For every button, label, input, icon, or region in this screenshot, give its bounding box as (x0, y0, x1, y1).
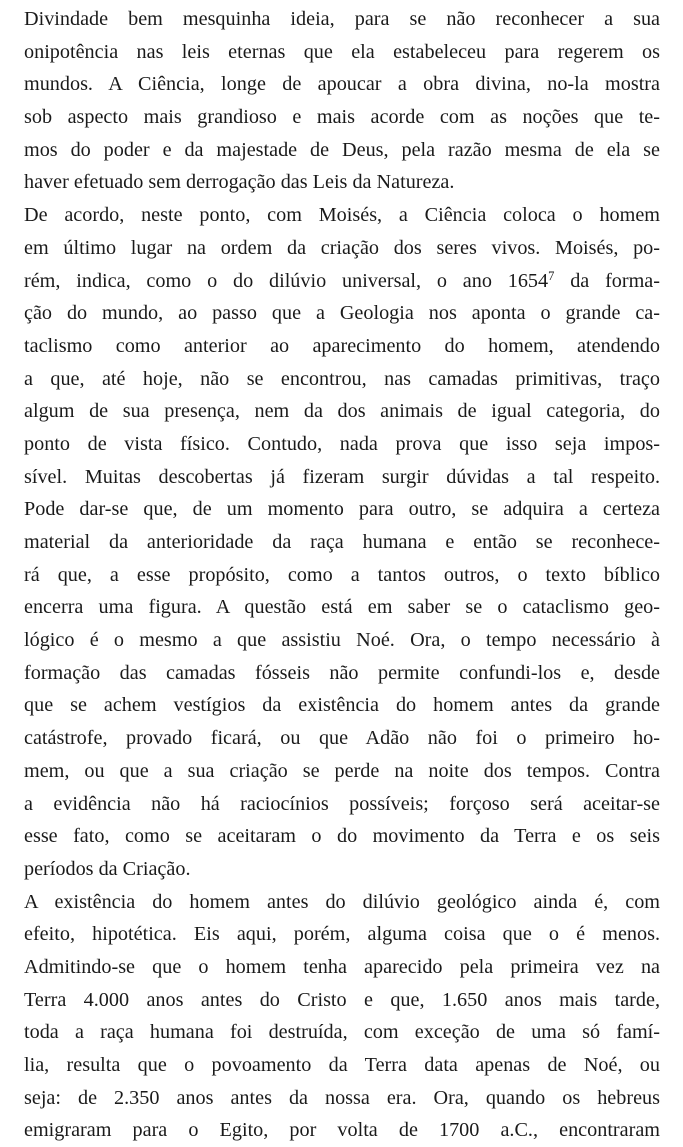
text-line: mem, ou que a sua criação se perde na noite dos tempos. Contra (24, 759, 660, 782)
text-line: períodos da Criação. (24, 857, 191, 880)
text-line: encerra uma figura. A questão está em saber se o cataclismo geo- (24, 596, 660, 619)
text-line: em último lugar na ordem da criação dos seres vivos. Moisés, po- (24, 236, 660, 259)
text-line: mundos. A Ciência, longe de apoucar a obra divina, no-la mostra (24, 73, 660, 96)
document-page (24, 3, 660, 1147)
text-line: mos do poder e da majestade de Deus, pela razão mesma de ela se (24, 138, 660, 161)
text-line: De acordo, neste ponto, com Moisés, a Ciência coloca o homem (24, 204, 660, 227)
text-line: Pode dar-se que, de um momento para outro, se adquira a certeza (24, 498, 660, 521)
footnote-marker[interactable]: 7 (548, 268, 555, 283)
text-line: haver efetuado sem derrogação das Leis da Natureza. (24, 171, 455, 194)
text-line: algum de sua presença, nem da dos animais de igual categoria, do (24, 400, 660, 423)
text-line: lógico é o mesmo a que assistiu Noé. Ora, o tempo necessário à (24, 629, 660, 652)
text-line: formação das camadas fósseis não permite confundi-los e, desde (24, 661, 660, 684)
text-line: sob aspecto mais grandioso e mais acorde com as noções que te- (24, 106, 660, 129)
text-line: material da anterioridade da raça humana e então se reconhece- (24, 531, 660, 553)
text-line: taclismo como anterior ao aparecimento do homem, atendendo (24, 334, 660, 357)
text-line: lia, resulta que o povoamento da Terra data apenas de Noé, ou (24, 1054, 660, 1076)
text-line: Divindade bem mesquinha ideia, para se não reconhecer a sua (24, 8, 660, 30)
text-line: catástrofe, provado ficará, ou que Adão não foi o primeiro ho- (24, 727, 660, 750)
text-line: ção do mundo, ao passo que a Geologia nos aponta o grande ca- (24, 302, 660, 325)
text-line-with-footnote (24, 265, 660, 298)
text-line: rá que, a esse propósito, como a tantos outros, o texto bíblico (24, 563, 660, 586)
text-line: sível. Muitas descobertas já fizeram surgir dúvidas a tal respeito. (24, 465, 660, 488)
text-segment: da forma- (554, 269, 660, 292)
text-line: a que, até hoje, não se encontrou, nas camadas primitivas, traço (24, 367, 660, 390)
text-line: efeito, hipotética. Eis aqui, porém, alguma coisa que o é menos. (24, 923, 660, 946)
text-line: Terra 4.000 anos antes do Cristo e que, 1.650 anos mais tarde, (24, 988, 660, 1011)
text-line: que se achem vestígios da existência do homem antes da grande (24, 694, 660, 717)
text-line: onipotência nas leis eternas que ela estabeleceu para regerem os (24, 40, 660, 63)
text-line: emigraram para o Egito, por volta de 1700 a.C., encontraram (24, 1119, 660, 1142)
text-line: A existência do homem antes do dilúvio geológico ainda é, com (24, 890, 660, 913)
text-line: seja: de 2.350 anos antes da nossa era. Ora, quando os hebreus (24, 1086, 660, 1109)
text-line: esse fato, como se aceitaram o do movimento da Terra e os seis (24, 825, 660, 848)
text-segment: rém, indica, como o do dilúvio universal, o ano 1654 (24, 269, 549, 292)
text-line: toda a raça humana foi destruída, com exceção de uma só famí- (24, 1021, 660, 1044)
text-line: Admitindo-se que o homem tenha aparecido pela primeira vez na (24, 955, 660, 978)
text-line: a evidência não há raciocínios possíveis; forçoso será aceitar-se (24, 792, 660, 815)
text-line: ponto de vista físico. Contudo, nada prova que isso seja impos- (24, 432, 660, 455)
